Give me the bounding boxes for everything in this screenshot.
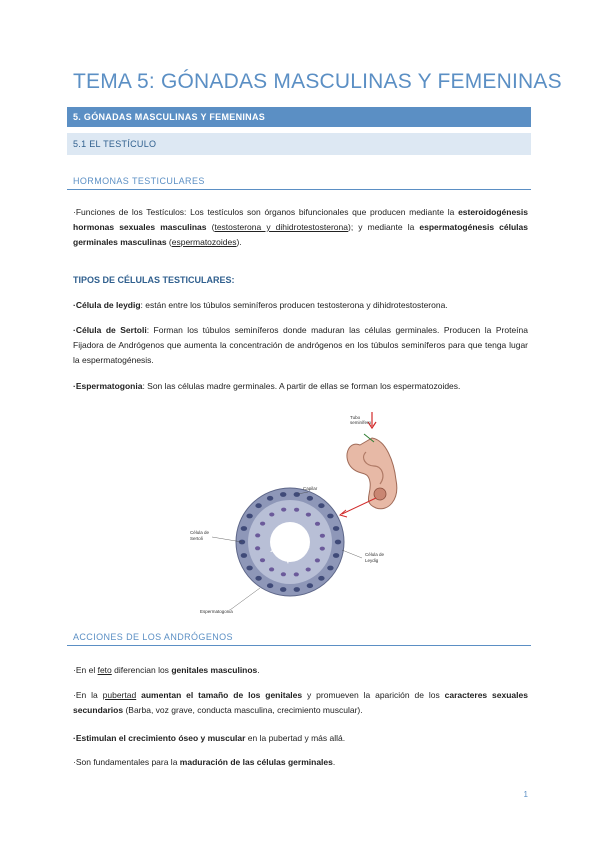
- cell-nucleus: [255, 533, 260, 537]
- label-sertoli: Célula de: [190, 530, 210, 535]
- label-espermatogonia: Espermatogonia: [200, 609, 233, 614]
- label-tubo-2: seminífero: [350, 420, 372, 425]
- cell-nucleus: [318, 503, 324, 508]
- cell-nucleus: [255, 576, 261, 581]
- espermatogonia-paragraph: ·Espermatogonia: Son las células madre germinales. A partir de ellas se forman los espermatozoides.: [73, 381, 461, 391]
- cell-nucleus: [315, 558, 320, 562]
- cell-nucleus: [294, 587, 300, 592]
- epididymis-drawing: [347, 438, 397, 509]
- cell-nucleus: [281, 572, 286, 576]
- page-number: 1: [523, 790, 528, 799]
- cell-nucleus: [294, 492, 300, 497]
- cell-nucleus: [333, 553, 339, 558]
- cell-nucleus: [318, 576, 324, 581]
- cell-nucleus: [255, 503, 261, 508]
- androgen-action-4: ·Son fundamentales para la maduración de las células germinales.: [73, 757, 336, 767]
- cell-nucleus: [246, 566, 252, 571]
- cell-nucleus: [306, 568, 311, 572]
- label-sertoli-2: Sertoli: [190, 536, 203, 541]
- hormones-paragraph: ·Funciones de los Testículos: Los testículos son órganos bifuncionales que producen mediante la esteroidogénesis hormonas sexuales masculinas (testosterona y dihidrotestosterona); y mediante la espermatogénesis células germinales masculinas (espermatozoides).: [73, 207, 528, 247]
- label-leydig: Célula de: [365, 552, 385, 557]
- section-heading: 5. GÓNADAS MASCULINAS Y FEMENINAS: [67, 107, 531, 127]
- cell-nucleus: [269, 513, 274, 517]
- cell-nucleus: [315, 522, 320, 526]
- cell-nucleus: [307, 496, 313, 501]
- androgen-action-3: ·Estimulan el crecimiento óseo y muscular en la pubertad y más allá.: [73, 733, 346, 743]
- cell-nucleus: [267, 583, 273, 588]
- cell-nucleus: [306, 513, 311, 517]
- hormones-heading: HORMONAS TESTICULARES: [67, 176, 531, 190]
- leydig-paragraph: ·Célula de leydig: están entre los túbulos seminíferos producen testosterona y dihidrotestosterona.: [73, 300, 448, 310]
- cell-nucleus: [260, 522, 265, 526]
- cell-nucleus: [320, 534, 325, 538]
- cell-nucleus: [333, 526, 339, 531]
- cell-nucleus: [260, 558, 265, 562]
- sertoli-paragraph: ·Célula de Sertoli: Forman los túbulos seminíferos donde maduran las células germinales. Producen la Proteína Fijadora de Andrógenos que aumenta la concentración de andrógenos en los túbulos seminíferos para que tenga lugar la espermatogénesis.: [73, 325, 528, 365]
- label-tubo: Tubo: [350, 415, 361, 420]
- cell-nucleus: [307, 583, 313, 588]
- label-leydig-2: Leydig: [365, 558, 379, 563]
- cell-nucleus: [294, 572, 299, 576]
- cell-nucleus: [320, 547, 325, 551]
- cell-nucleus: [246, 514, 252, 519]
- cell-nucleus: [241, 553, 247, 558]
- red-arrow-to-section: [342, 498, 376, 514]
- cell-nucleus: [280, 587, 286, 592]
- tubule-cross-section: [236, 488, 344, 596]
- androgen-action-1: ·En el feto diferencian los genitales masculinos.: [73, 665, 260, 675]
- cell-nucleus: [335, 540, 341, 545]
- cell-nucleus: [255, 546, 260, 550]
- cell-nucleus: [267, 496, 273, 501]
- label-capilar: Capilar: [303, 486, 318, 491]
- testicle-tubule-figure: [190, 410, 420, 620]
- subsection-heading: 5.1 EL TESTÍCULO: [67, 133, 531, 155]
- cell-nucleus: [294, 508, 299, 512]
- cell-types-heading: TIPOS DE CÉLULAS TESTICULARES:: [73, 275, 235, 285]
- androgen-action-2: ·En la pubertad aumentan el tamaño de los genitales y promueven la aparición de los caracteres sexuales secundarios (Barba, voz grave, conducta masculina, crecimiento muscular).: [73, 690, 528, 715]
- page-title: TEMA 5: GÓNADAS MASCULINAS Y FEMENINAS: [73, 70, 562, 93]
- cell-nucleus: [327, 566, 333, 571]
- cell-nucleus: [280, 492, 286, 497]
- cell-nucleus: [281, 508, 286, 512]
- cell-nucleus: [327, 514, 333, 519]
- cell-nucleus: [241, 526, 247, 531]
- androgens-heading: ACCIONES DE LOS ANDRÓGENOS: [67, 632, 531, 646]
- cell-nucleus: [269, 567, 274, 571]
